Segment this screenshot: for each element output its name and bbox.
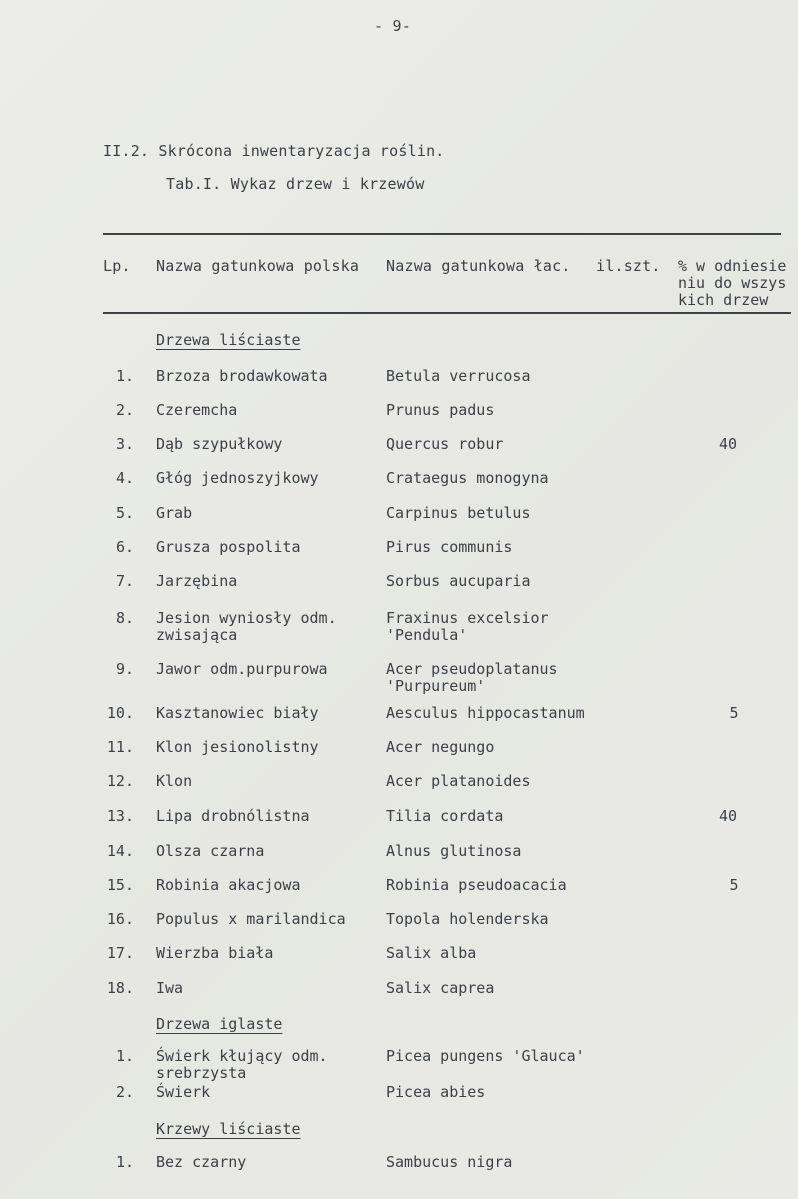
latin-name: Salix alba (386, 944, 477, 962)
polish-name: Głóg jednoszyjkowy (156, 469, 319, 487)
polish-name: Grusza pospolita (156, 538, 301, 556)
polish-name: Olsza czarna (156, 842, 265, 860)
col-header-lp: Lp. (103, 257, 131, 275)
latin-name: Topola holenderska (386, 910, 549, 928)
polish-name: Iwa (156, 979, 184, 997)
table-caption: Tab.I. Wykaz drzew i krzewów (166, 175, 425, 193)
polish-name: Jarzębina (156, 572, 238, 590)
latin-name: Fraxinus excelsior 'Pendula' (386, 609, 549, 644)
row-number: 5. (115, 504, 134, 522)
polish-name: Robinia akacjowa (156, 876, 301, 894)
section-deciduous-shrubs: Krzewy liściaste (156, 1120, 301, 1138)
row-number: 10. (106, 704, 134, 722)
row-number: 2. (115, 1083, 134, 1101)
row-number: 7. (115, 572, 134, 590)
row-number: 4. (115, 469, 134, 487)
latin-name: Betula verrucosa (386, 367, 531, 385)
col-header-percent: % w odniesie niu do wszys kich drzew (678, 257, 787, 309)
percent-value: 5 (729, 704, 739, 722)
latin-name: Acer negungo (386, 738, 495, 756)
polish-name: Brzoza brodawkowata (156, 367, 328, 385)
row-number: 1. (115, 367, 134, 385)
latin-name: Acer platanoides (386, 772, 531, 790)
polish-name: Jesion wyniosły odm. zwisająca (156, 609, 337, 644)
row-number: 2. (115, 401, 134, 419)
section-deciduous-trees: Drzewa liściaste (156, 331, 301, 349)
latin-name: Picea pungens 'Glauca' (386, 1047, 585, 1065)
polish-name: Lipa drobnólistna (156, 807, 310, 825)
row-number: 14. (106, 842, 134, 860)
col-header-latin: Nazwa gatunkowa łac. (386, 257, 571, 275)
row-number: 3. (115, 435, 134, 453)
row-number: 12. (106, 772, 134, 790)
section-heading: II.2. Skrócona inwentaryzacja roślin. (103, 142, 445, 160)
row-number: 16. (106, 910, 134, 928)
row-number: 6. (115, 538, 134, 556)
polish-name: Jawor odm.purpurowa (156, 660, 328, 678)
polish-name: Dąb szypułkowy (156, 435, 283, 453)
polish-name: Wierzba biała (156, 944, 274, 962)
table-top-rule (103, 233, 781, 235)
latin-name: Salix caprea (386, 979, 495, 997)
polish-name: Świerk kłujący odm. srebrzysta (156, 1047, 328, 1082)
polish-name: Grab (156, 504, 193, 522)
latin-name: Prunus padus (386, 401, 495, 419)
row-number: 9. (115, 660, 134, 678)
row-number: 11. (106, 738, 134, 756)
polish-name: Kasztanowiec biały (156, 704, 319, 722)
latin-name: Acer pseudoplatanus 'Purpureum' (386, 660, 558, 695)
latin-name: Carpinus betulus (386, 504, 531, 522)
col-header-count: il.szt. (596, 257, 661, 275)
row-number: 8. (115, 609, 134, 627)
percent-value: 40 (718, 435, 738, 453)
latin-name: Aesculus hippocastanum (386, 704, 585, 722)
latin-name: Crataegus monogyna (386, 469, 549, 487)
latin-name: Picea abies (386, 1083, 486, 1101)
polish-name: Klon jesionolistny (156, 738, 319, 756)
latin-name: Pirus communis (386, 538, 513, 556)
percent-value: 5 (729, 876, 739, 894)
row-number: 17. (106, 944, 134, 962)
latin-name: Sorbus aucuparia (386, 572, 531, 590)
polish-name: Świerk (156, 1083, 211, 1101)
table-header-rule (103, 312, 791, 314)
polish-name: Klon (156, 772, 193, 790)
row-number: 15. (106, 876, 134, 894)
col-header-polish: Nazwa gatunkowa polska (156, 257, 360, 275)
polish-name: Bez czarny (156, 1153, 247, 1171)
percent-value: 40 (718, 807, 738, 825)
page-number: - 9- (374, 17, 411, 35)
polish-name: Czeremcha (156, 401, 238, 419)
row-number: 18. (106, 979, 134, 997)
polish-name: Populus x marilandica (156, 910, 346, 928)
latin-name: Robinia pseudoacacia (386, 876, 567, 894)
section-conifers: Drzewa iglaste (156, 1015, 283, 1033)
latin-name: Alnus glutinosa (386, 842, 522, 860)
row-number: 13. (106, 807, 134, 825)
row-number: 1. (115, 1153, 134, 1171)
latin-name: Quercus robur (386, 435, 504, 453)
latin-name: Tilia cordata (386, 807, 504, 825)
latin-name: Sambucus nigra (386, 1153, 513, 1171)
row-number: 1. (115, 1047, 134, 1065)
